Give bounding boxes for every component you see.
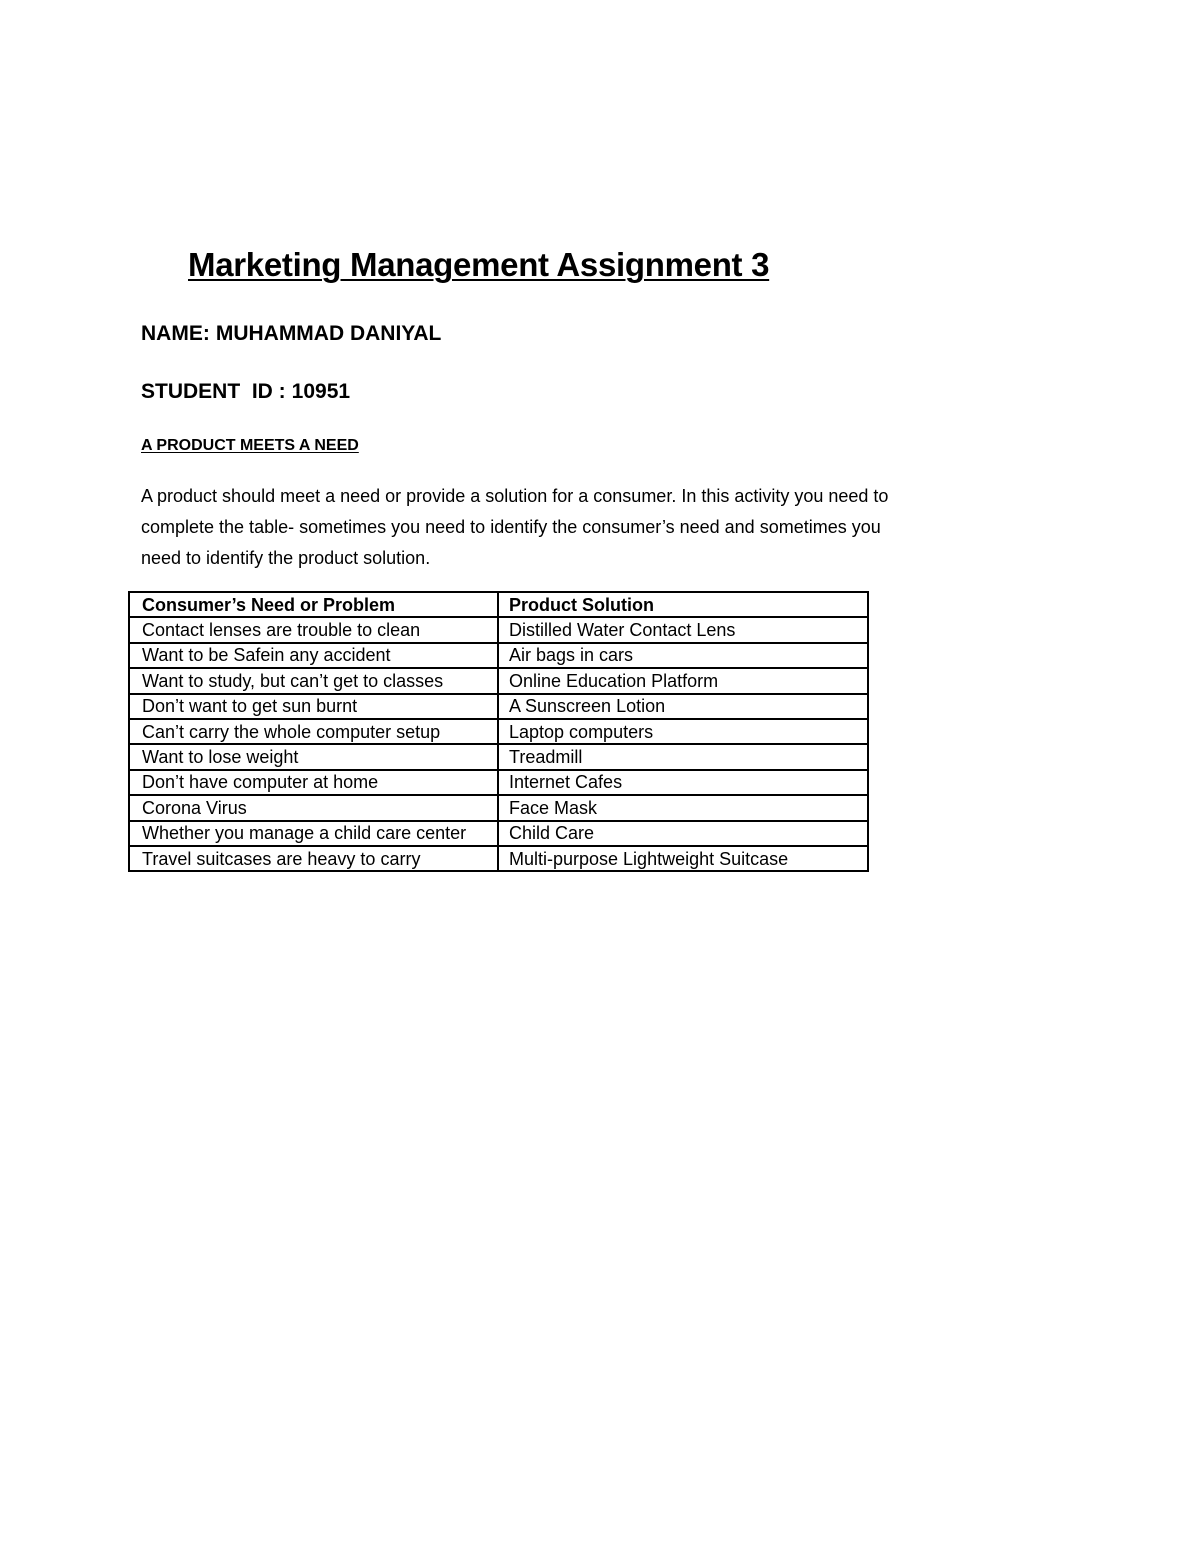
name-label: NAME: (141, 322, 210, 345)
page-title: Marketing Management Assignment 3 (188, 246, 770, 283)
need-cell: Contact lenses are trouble to clean (129, 617, 498, 642)
solution-cell: Air bags in cars (498, 643, 868, 668)
solution-cell: Internet Cafes (498, 770, 868, 795)
intro-line: A product should meet a need or provide a solution for a consumer. In this activity you need to (141, 486, 889, 506)
intro-line: need to identify the product solution. (141, 548, 431, 568)
solution-cell: Multi-purpose Lightweight Suitcase (498, 846, 868, 871)
student-name (141, 322, 441, 346)
section-heading: A PRODUCT MEETS A NEED (141, 437, 359, 454)
table-row (129, 795, 868, 820)
solution-cell: Laptop computers (498, 719, 868, 744)
table-row (129, 694, 868, 719)
solution-cell: Treadmill (498, 744, 868, 769)
table-row (129, 643, 868, 668)
table-row (129, 744, 868, 769)
table-header-row (129, 592, 868, 617)
student-id-label: STUDENT ID : (141, 380, 286, 403)
solution-cell: Online Education Platform (498, 668, 868, 693)
column-header-need: Consumer’s Need or Problem (129, 592, 498, 617)
name-value: MUHAMMAD DANIYAL (215, 322, 442, 345)
need-cell: Want to be Safein any accident (129, 643, 498, 668)
need-cell: Don’t want to get sun burnt (129, 694, 498, 719)
table-row (129, 821, 868, 846)
intro-paragraph (141, 481, 1001, 574)
need-cell: Corona Virus (129, 795, 498, 820)
student-id (141, 380, 350, 404)
intro-line: complete the table- sometimes you need to identify the consumer’s need and sometimes you (141, 517, 881, 537)
need-cell: Don’t have computer at home (129, 770, 498, 795)
column-header-solution: Product Solution (498, 592, 868, 617)
table-row (129, 719, 868, 744)
solution-cell: Child Care (498, 821, 868, 846)
need-cell: Want to lose weight (129, 744, 498, 769)
need-cell: Want to study, but can’t get to classes (129, 668, 498, 693)
solution-cell: Face Mask (498, 795, 868, 820)
student-id-value: 10951 (291, 380, 351, 403)
need-cell: Whether you manage a child care center (129, 821, 498, 846)
solution-cell: Distilled Water Contact Lens (498, 617, 868, 642)
need-cell: Can’t carry the whole computer setup (129, 719, 498, 744)
needs-solutions-table (128, 591, 869, 872)
table-row (129, 617, 868, 642)
need-cell: Travel suitcases are heavy to carry (129, 846, 498, 871)
table-row (129, 770, 868, 795)
table-row (129, 668, 868, 693)
solution-cell: A Sunscreen Lotion (498, 694, 868, 719)
table-row (129, 846, 868, 871)
